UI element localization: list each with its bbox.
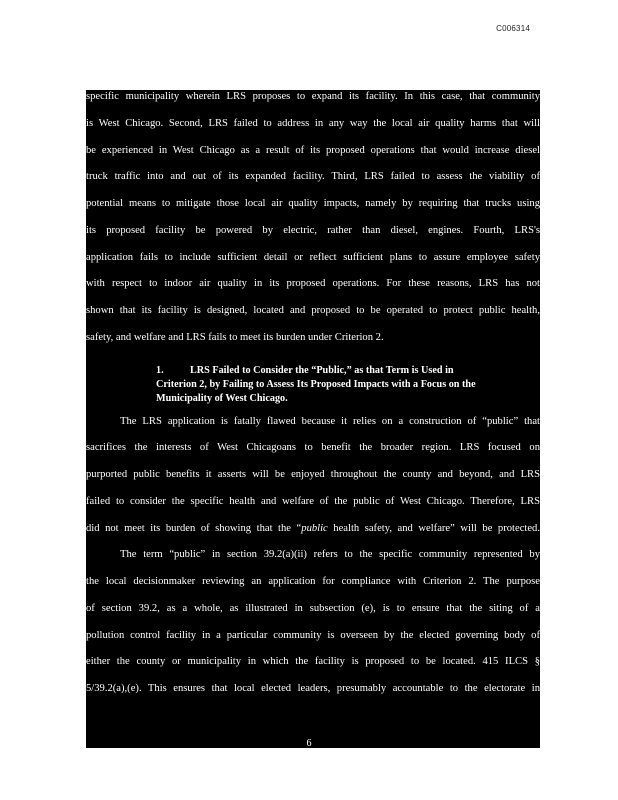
paragraph-line: with respect to indoor air quality in its proposed operations. For these reasons, LRS has not	[86, 278, 540, 289]
paragraph-line: application fails to include sufficient detail or reflect sufficient plans to assure employee safety	[86, 252, 540, 263]
paragraph-line: be experienced in West Chicago as a result of its proposed operations that would increase diesel	[86, 145, 540, 156]
paragraph-line: its proposed facility be powered by electric, rather than diesel, engines. Fourth, LRS's	[86, 225, 540, 236]
paragraph-line: The term “public” in section 39.2(a)(ii) refers to the specific community represented by	[120, 549, 540, 560]
paragraph-line	[86, 522, 540, 536]
paragraph-line: The LRS application is fatally flawed because it relies on a construction of “public” that	[120, 416, 540, 427]
text-run: did not meet its burden of showing that the “	[86, 523, 302, 534]
paragraph-line: safety, and welfare and LRS fails to meet its burden under Criterion 2.	[86, 332, 384, 343]
paragraph-line: purported public benefits it asserts will be enjoyed throughout the county and beyond, and LRS	[86, 469, 540, 480]
paragraph-line: of section 39.2, as a whole, as illustrated in subsection (e), is to ensure that the siting of a	[86, 603, 540, 614]
section-heading-line: Municipality of West Chicago.	[156, 393, 288, 404]
section-heading-line: Criterion 2, by Failing to Assess Its Proposed Impacts with a Focus on the	[156, 379, 476, 390]
paragraph-line: either the county or municipality in which the facility is proposed to be located. 415 ILCS §	[86, 656, 540, 667]
paragraph-line: is West Chicago. Second, LRS failed to address in any way the local air quality harms that will	[86, 118, 540, 129]
paragraph-line: the local decisionmaker reviewing an application for compliance with Criterion 2. The purpose	[86, 576, 540, 587]
bates-number: C006314	[496, 24, 530, 33]
italic-text: public	[301, 523, 328, 534]
section-heading-line: LRS Failed to Consider the “Public,” as that Term is Used in	[190, 365, 454, 376]
text-run: health safety, and welfare” will be protected.	[327, 523, 540, 534]
paragraph-line: pollution control facility in a particular community is overseen by the elected governing body of	[86, 630, 540, 641]
section-heading	[156, 364, 526, 378]
paragraph-line: shown that its facility is designed, located and proposed to be operated to protect public health,	[86, 305, 540, 316]
paragraph-line: sacrifices the interests of West Chicagoans to benefit the broader region. LRS focused on	[86, 442, 540, 453]
paragraph-line: potential means to mitigate those local air quality impacts, namely by requiring that trucks using	[86, 198, 540, 209]
paragraph-line: 5/39.2(a),(e). This ensures that local elected leaders, presumably accountable to the electorate in	[86, 683, 540, 694]
page-number: 6	[306, 738, 312, 749]
section-number: 1.	[156, 365, 164, 376]
paragraph-line: specific municipality wherein LRS proposes to expand its facility. In this case, that community	[86, 91, 540, 102]
paragraph-line: failed to consider the specific health and welfare of the public of West Chicago. Therefore, LRS	[86, 496, 540, 507]
paragraph-line: truck traffic into and out of its expanded facility. Third, LRS failed to assess the viability of	[86, 171, 540, 182]
